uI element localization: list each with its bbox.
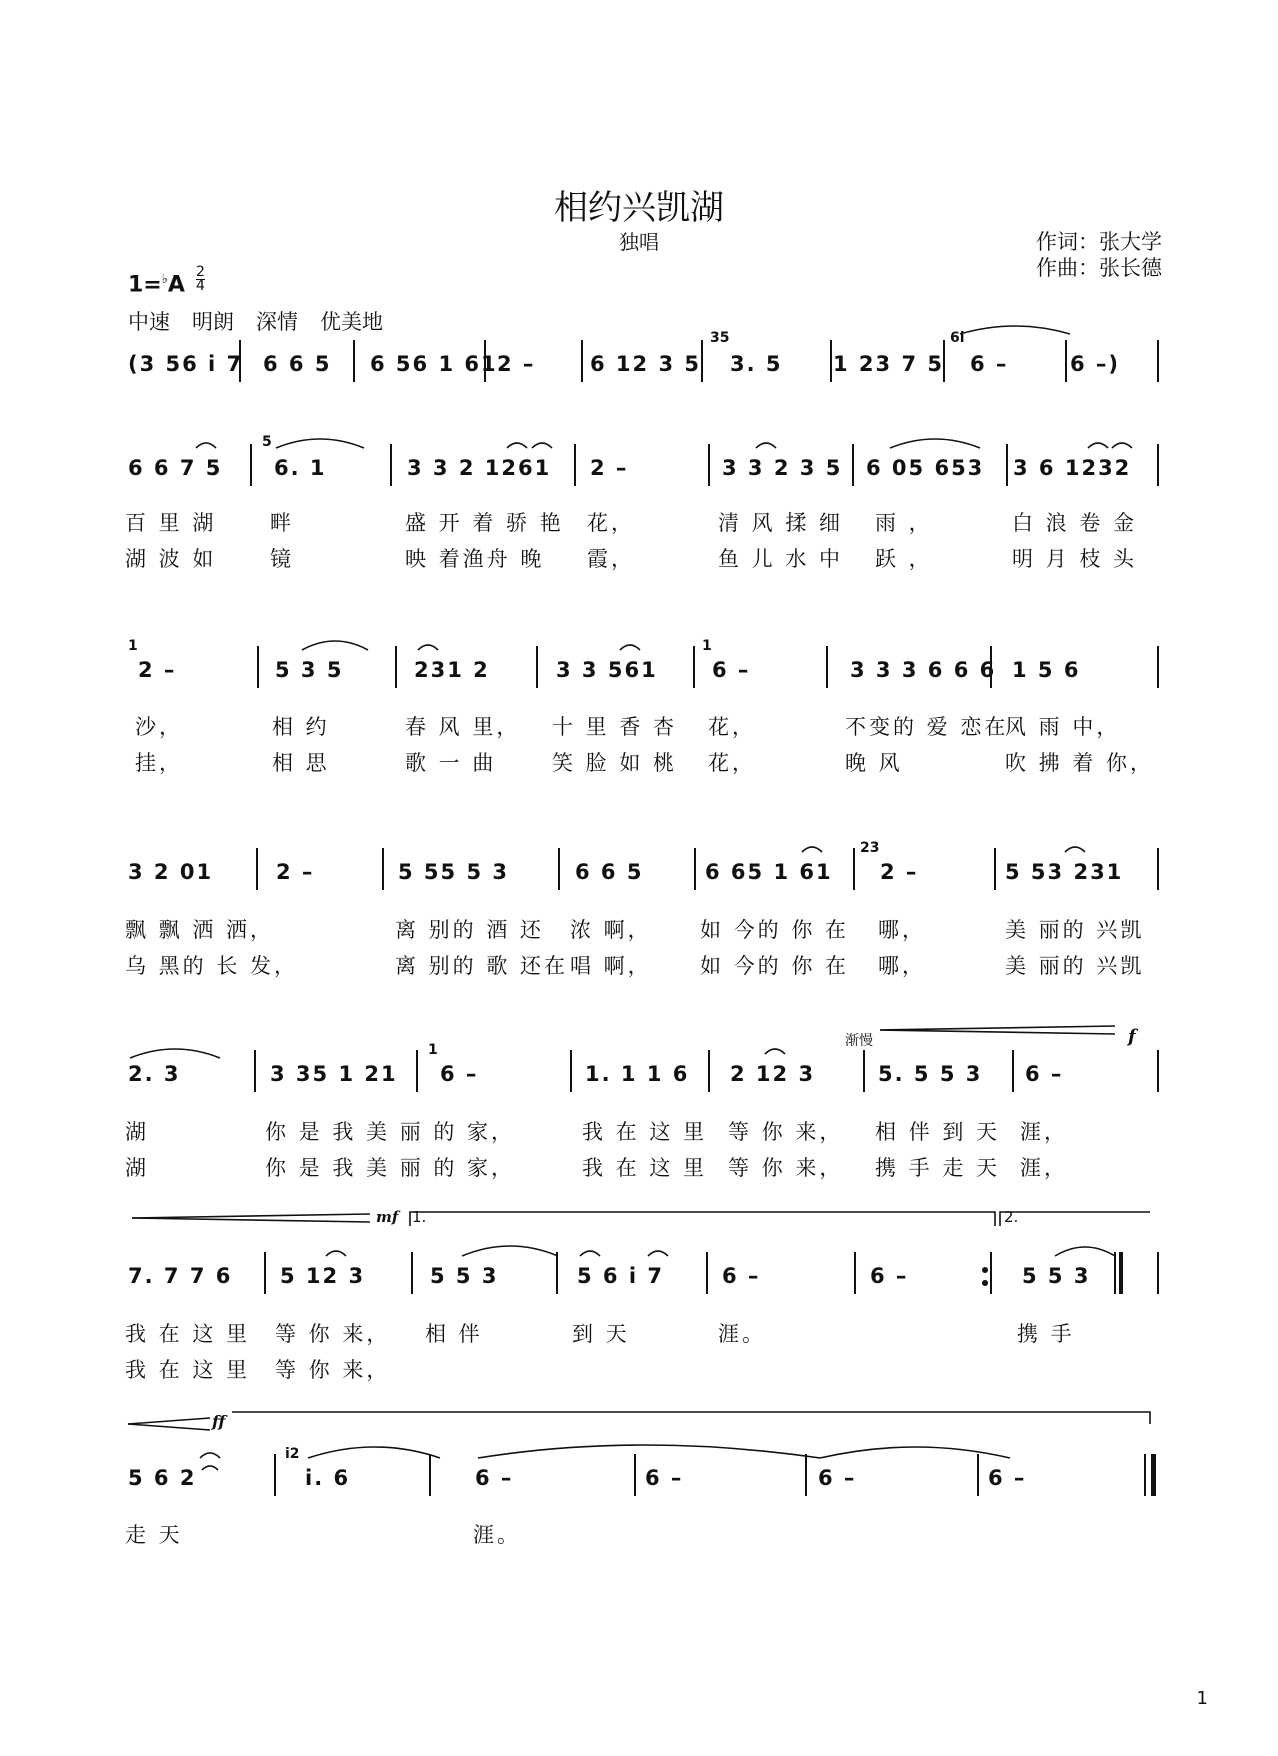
measure: 1 5 6 xyxy=(1012,658,1081,682)
lyric: 吹 拂 着 你， xyxy=(1005,751,1155,775)
lyricist-credit: 作词：张大学 xyxy=(1036,230,1162,254)
composer-credit: 作曲：张长德 xyxy=(1036,256,1162,280)
lyric: 花， xyxy=(708,751,756,775)
measure: 6 56 1 61 xyxy=(370,352,498,376)
dynamic-forte: f xyxy=(1128,1026,1136,1047)
lyric: 涯， xyxy=(1020,1156,1068,1180)
lyric: 哪， xyxy=(878,954,926,978)
lyric: 哪， xyxy=(878,918,926,942)
lyric: 霞， xyxy=(587,547,635,571)
lyric: 离 别的 歌 还在 xyxy=(395,954,569,978)
time-signature: 2 4 xyxy=(196,264,205,294)
measure: 3 35 1 21 xyxy=(270,1062,398,1086)
lyric: 歌 一 曲 xyxy=(405,751,497,775)
lyric: 美 丽的 兴凯 xyxy=(1005,954,1145,978)
lyric: 明 月 枝 头 xyxy=(1012,547,1138,571)
measure: 5 6 2 xyxy=(128,1466,197,1490)
lyric: 涯。 xyxy=(473,1523,521,1547)
lyric: 雨 ， xyxy=(875,511,933,535)
measure: 6 6 5 xyxy=(575,860,644,884)
lyric: 我 在 这 里 xyxy=(582,1156,708,1180)
grace-note: 5 xyxy=(262,434,272,450)
measure: 6 12 3 5 xyxy=(590,352,701,376)
lyric: 镜 xyxy=(270,547,294,571)
measure: 5 6 i 7 xyxy=(577,1264,664,1288)
measure: 2 – xyxy=(497,352,536,376)
lyric: 如 今的 你 在 xyxy=(700,918,850,942)
lyric: 你 是 我 美 丽 的 家， xyxy=(265,1120,516,1144)
measure: 6 – xyxy=(818,1466,857,1490)
tempo-marking: 中速 明朗 深情 优美地 xyxy=(128,310,383,334)
lyric: 走 天 xyxy=(125,1523,183,1547)
song-title: 相约兴凯湖 xyxy=(554,188,724,228)
second-ending-label: 2. xyxy=(1004,1208,1019,1226)
measure: 6 – xyxy=(988,1466,1027,1490)
lyric: 畔 xyxy=(270,511,294,535)
measure: 2 – xyxy=(138,658,177,682)
grace-note: 1 xyxy=(702,638,712,654)
lyric: 等 你 来， xyxy=(275,1358,391,1382)
measure: 2. 3 xyxy=(128,1062,181,1086)
measure: 5. 5 5 3 xyxy=(878,1062,983,1086)
measure: 3 2 01 xyxy=(128,860,214,884)
measure: i. 6 xyxy=(305,1466,351,1490)
measure: 5 53 231 xyxy=(1005,860,1124,884)
lyric: 风 雨 中， xyxy=(1005,715,1121,739)
lyric: 我 在 这 里 xyxy=(125,1322,251,1346)
measure: 3. 5 xyxy=(730,352,783,376)
lyric: 携 手 走 天 xyxy=(875,1156,1001,1180)
lyric: 笑 脸 如 桃 xyxy=(552,751,678,775)
measure: 2 – xyxy=(880,860,919,884)
measure: 7. 7 7 6 xyxy=(128,1264,233,1288)
measure: 2 – xyxy=(590,456,629,480)
lyric: 携 手 xyxy=(1017,1322,1075,1346)
measure: 6 6 5 xyxy=(263,352,332,376)
lyric: 春 风 里， xyxy=(405,715,521,739)
measure: 6 65 1 61 xyxy=(705,860,833,884)
measure: 6 –) xyxy=(1070,352,1121,376)
measure: 3 3 2 1261 xyxy=(407,456,552,480)
measure: 5 12 3 xyxy=(280,1264,366,1288)
dynamic-mezzo-forte: mf xyxy=(376,1208,399,1226)
first-ending-label: 1. xyxy=(412,1208,427,1226)
key-signature: 1=♭A xyxy=(128,272,185,298)
lyric: 湖 xyxy=(125,1156,149,1180)
lyric: 十 里 香 杏 xyxy=(552,715,678,739)
lyric: 等 你 来， xyxy=(728,1120,844,1144)
measure: 6. 1 xyxy=(274,456,327,480)
grace-note: 35 xyxy=(710,330,730,346)
lyric: 挂， xyxy=(135,751,183,775)
measure: 6 – xyxy=(970,352,1009,376)
lyric: 唱 啊， xyxy=(570,954,652,978)
lyric: 到 天 xyxy=(572,1322,630,1346)
lyric: 离 别的 酒 还 xyxy=(395,918,545,942)
lyric: 浓 啊， xyxy=(570,918,652,942)
lyric: 飘 飘 洒 洒， xyxy=(125,918,275,942)
lyric: 映 着渔舟 晚 xyxy=(405,547,545,571)
measure: (3 56 i 7 xyxy=(128,352,244,376)
lyric: 百 里 湖 xyxy=(125,511,217,535)
lyric: 晚 风 xyxy=(845,751,903,775)
lyric: 相 思 xyxy=(272,751,330,775)
lyric: 湖 波 如 xyxy=(125,547,217,571)
ritardando-mark: 渐慢 xyxy=(845,1033,873,1049)
measure: 6 6 7 5 xyxy=(128,456,223,480)
measure: 3 3 561 xyxy=(556,658,658,682)
lyric: 相 伴 xyxy=(425,1322,483,1346)
measure: 6 – xyxy=(870,1264,909,1288)
lyric: 相 约 xyxy=(272,715,330,739)
measure: 231 2 xyxy=(414,658,490,682)
lyric: 花， xyxy=(587,511,635,535)
lyric: 沙， xyxy=(135,715,183,739)
measure: 1 23 7 5 xyxy=(833,352,944,376)
measure: 6 – xyxy=(475,1466,514,1490)
lyric: 清 风 揉 细 xyxy=(718,511,844,535)
measure: 6 – xyxy=(440,1062,479,1086)
lyric: 等 你 来， xyxy=(728,1156,844,1180)
measure: 2 – xyxy=(276,860,315,884)
lyric: 跃 ， xyxy=(875,547,933,571)
lyric: 我 在 这 里 xyxy=(582,1120,708,1144)
lyric: 涯， xyxy=(1020,1120,1068,1144)
measure: 3 3 3 6 6 6 xyxy=(850,658,997,682)
measure: 5 55 5 3 xyxy=(398,860,509,884)
grace-note: 1 xyxy=(128,638,138,654)
lyric: 不变的 爱 恋在 xyxy=(845,715,1009,739)
page-number: 1 xyxy=(1196,1688,1208,1709)
lyric: 美 丽的 兴凯 xyxy=(1005,918,1145,942)
measure: 6 – xyxy=(645,1466,684,1490)
measure: 1. 1 1 6 xyxy=(585,1062,690,1086)
grace-note: 23 xyxy=(860,840,880,856)
lyric: 你 是 我 美 丽 的 家， xyxy=(265,1156,516,1180)
measure: 3 3 2 3 5 xyxy=(722,456,843,480)
measure: 3 6 1232 xyxy=(1013,456,1132,480)
lyric: 盛 开 着 骄 艳 xyxy=(405,511,564,535)
lyric: 相 伴 到 天 xyxy=(875,1120,1001,1144)
measure: 6 – xyxy=(712,658,751,682)
lyric: 白 浪 卷 金 xyxy=(1012,511,1138,535)
lyric: 我 在 这 里 xyxy=(125,1358,251,1382)
dynamic-fortissimo: ff xyxy=(212,1412,226,1431)
measure: 2 12 3 xyxy=(730,1062,816,1086)
lyric: 鱼 儿 水 中 xyxy=(718,547,844,571)
measure: 6 – xyxy=(1025,1062,1064,1086)
lyric: 乌 黑的 长 发， xyxy=(125,954,299,978)
measure: 5 3 5 xyxy=(275,658,344,682)
lyric: 湖 xyxy=(125,1120,149,1144)
measure: 6 05 653 xyxy=(866,456,985,480)
measure: 5 5 3 xyxy=(430,1264,499,1288)
grace-note: 6i xyxy=(950,330,965,346)
grace-note: i2 xyxy=(285,1446,300,1462)
lyric: 涯。 xyxy=(718,1322,766,1346)
grace-note: 1 xyxy=(428,1042,438,1058)
measure: 5 5 3 xyxy=(1022,1264,1091,1288)
lyric: 如 今的 你 在 xyxy=(700,954,850,978)
lyric: 等 你 来， xyxy=(275,1322,391,1346)
measure: 6 – xyxy=(722,1264,761,1288)
song-subtitle: 独唱 xyxy=(619,230,659,254)
lyric: 花， xyxy=(708,715,756,739)
